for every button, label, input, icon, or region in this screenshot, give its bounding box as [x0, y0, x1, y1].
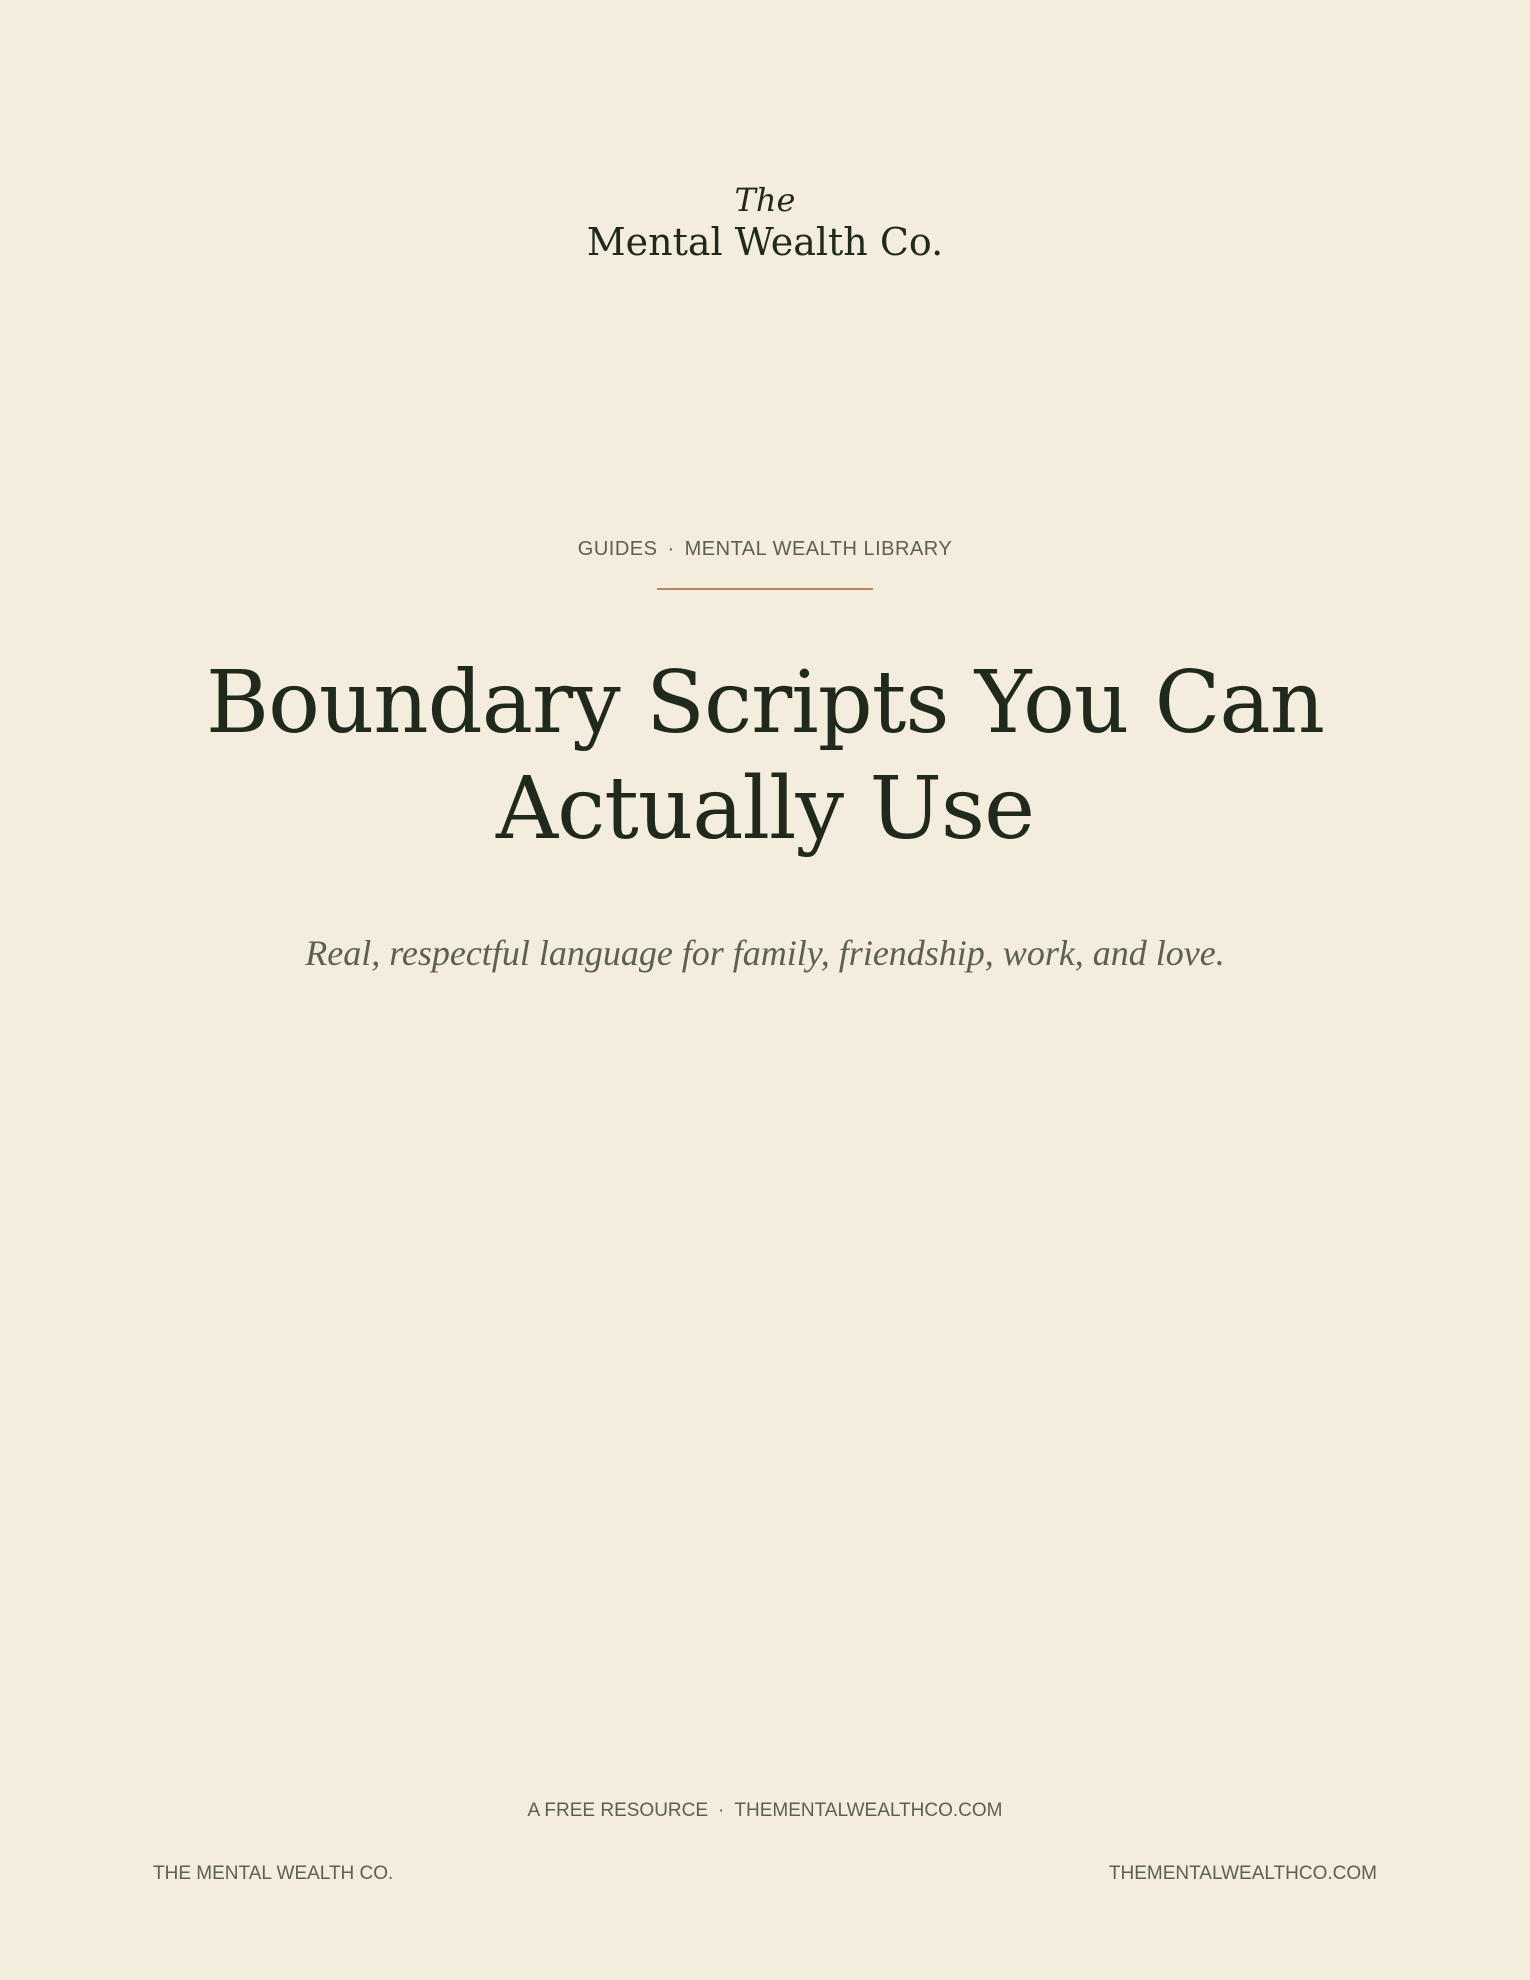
category-eyebrow: [0, 538, 1530, 561]
resource-label: A FREE RESOURCE: [527, 1800, 709, 1821]
eyebrow-category: GUIDES: [577, 538, 658, 560]
brand-logo: [0, 180, 1530, 264]
resource-line: [0, 1800, 1530, 1822]
eyebrow-separator: ·: [667, 538, 675, 560]
footer-brand: THE MENTAL WEALTH CO.: [153, 1863, 394, 1884]
document-subtitle: Real, respectful language for family, friendship, work, and love.: [305, 933, 1225, 973]
eyebrow-collection: MENTAL WEALTH LIBRARY: [684, 538, 953, 560]
accent-divider: [657, 588, 873, 590]
logo-the: The: [734, 181, 796, 219]
resource-website: THEMENTALWEALTHCO.COM: [734, 1800, 1003, 1821]
footer-website: THEMENTALWEALTHCO.COM: [1108, 1863, 1377, 1884]
resource-separator: ·: [718, 1800, 725, 1821]
document-title: Boundary Scripts You Can Actually Use: [205, 653, 1325, 859]
logo-name: Mental Wealth Co.: [586, 220, 944, 264]
